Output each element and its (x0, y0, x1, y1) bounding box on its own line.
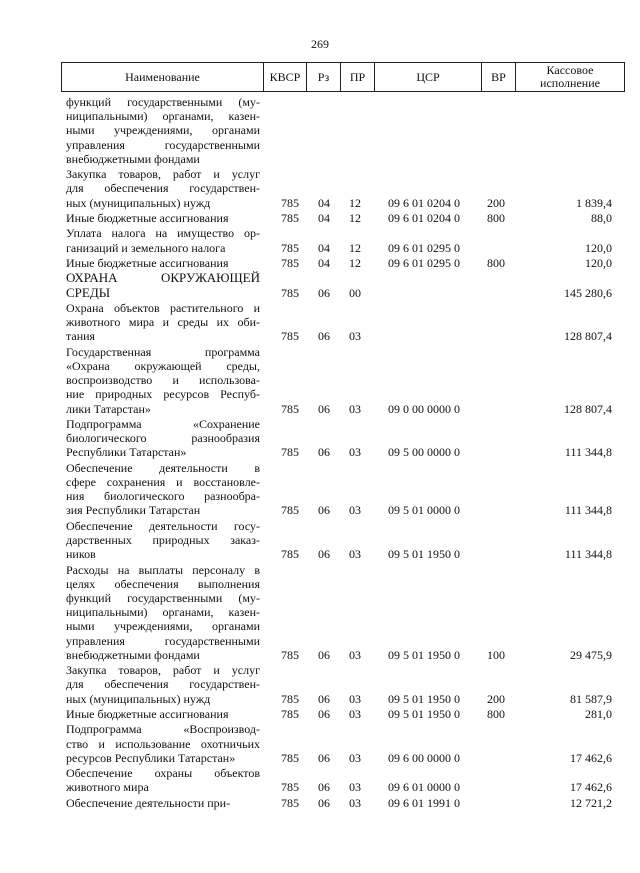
cell-kvsr: 785 (281, 547, 299, 562)
header-rz: Рз (306, 63, 340, 91)
cell-sum: 120,0 (585, 240, 612, 255)
cell-kvsr: 785 (281, 329, 299, 344)
table-row (0, 417, 640, 460)
cell-pr: 12 (349, 240, 361, 255)
cell-kvsr: 785 (281, 647, 299, 662)
cell-rz: 06 (318, 445, 330, 460)
row-name-line: лики Татарстан» (66, 401, 151, 416)
cell-rz: 04 (318, 210, 330, 225)
cell-sum: 88,0 (591, 210, 612, 225)
table-row (0, 766, 640, 794)
row-name (66, 722, 260, 765)
cell-csr: 09 5 00 0000 0 (388, 445, 460, 460)
page-number: 269 (311, 37, 329, 51)
cell-csr: 09 6 01 0204 0 (388, 195, 460, 210)
cell-pr: 03 (349, 547, 361, 562)
table-row (0, 271, 640, 299)
header-pr: ПР (340, 63, 374, 91)
cell-csr: 09 5 01 1950 0 (388, 691, 460, 706)
cell-pr: 12 (349, 195, 361, 210)
cell-csr: 09 5 01 1950 0 (388, 706, 460, 721)
header-vr: ВР (481, 63, 515, 91)
row-name-line: ство и использование охотничьих (66, 736, 260, 751)
row-name-line: целях обеспечения выполнения (66, 576, 260, 591)
cell-csr: 09 6 00 0000 0 (388, 750, 460, 765)
cell-csr: 09 6 01 0295 0 (388, 240, 460, 255)
row-name (66, 256, 260, 270)
cell-kvsr: 785 (281, 195, 299, 210)
table-row (0, 345, 640, 416)
cell-rz: 06 (318, 285, 330, 300)
header-kvsr: КВСР (263, 63, 306, 91)
table-row (0, 796, 640, 810)
cell-pr: 03 (349, 445, 361, 460)
cell-rz: 06 (318, 780, 330, 795)
cell-rz: 06 (318, 795, 330, 810)
header-sum: Кассовое исполнение (515, 63, 624, 91)
row-name-line: ганизаций и земельного налога (66, 240, 226, 255)
cell-kvsr: 785 (281, 401, 299, 416)
row-name-line: ния биологического разнообра- (66, 489, 260, 504)
cell-csr: 09 5 01 1950 0 (388, 547, 460, 562)
row-name (66, 663, 260, 706)
cell-pr: 12 (349, 210, 361, 225)
cell-kvsr: 785 (281, 795, 299, 810)
cell-pr: 03 (349, 750, 361, 765)
cell-sum: 145 280,6 (564, 285, 612, 300)
cell-sum: 81 587,9 (570, 691, 612, 706)
cell-csr: 09 5 01 1950 0 (388, 647, 460, 662)
table-row (0, 707, 640, 721)
cell-kvsr: 785 (281, 445, 299, 460)
row-name (66, 417, 260, 460)
table-row (0, 301, 640, 344)
header-csr: ЦСР (374, 63, 481, 91)
table-row (0, 461, 640, 518)
row-name-line: Обеспечение охраны объектов (66, 766, 260, 781)
row-name-line: воспроизводство и использова- (66, 373, 260, 388)
cell-vr: 200 (487, 691, 505, 706)
cell-pr: 03 (349, 503, 361, 518)
cell-kvsr: 785 (281, 750, 299, 765)
cell-pr: 03 (349, 780, 361, 795)
cell-csr: 09 0 00 0000 0 (388, 401, 460, 416)
row-name-line: животного мира и среды их оби- (66, 315, 260, 330)
row-name-line: ных (муниципальных) нужд (66, 691, 211, 706)
cell-rz: 04 (318, 195, 330, 210)
cell-kvsr: 785 (281, 255, 299, 270)
table-row (0, 563, 640, 662)
cell-rz: 06 (318, 401, 330, 416)
cell-rz: 06 (318, 706, 330, 721)
cell-sum: 111 344,8 (564, 503, 612, 518)
row-name-line: внебюджетными фондами (66, 647, 200, 662)
cell-vr: 800 (487, 706, 505, 721)
cell-csr: 09 6 01 0295 0 (388, 255, 460, 270)
row-name-line: Обеспечение деятельности при- (66, 795, 231, 810)
row-name-line: ными учреждениями, органами (66, 619, 260, 634)
row-name-line: ние природных ресурсов Респуб- (66, 387, 260, 402)
cell-vr: 800 (487, 255, 505, 270)
cell-sum: 120,0 (585, 255, 612, 270)
cell-pr: 03 (349, 647, 361, 662)
row-name-line: Подпрограмма «Сохранение (66, 417, 260, 431)
table-row (0, 226, 640, 254)
row-name-line: Закупка товаров, работ и услуг (66, 167, 260, 182)
cell-vr: 200 (487, 195, 505, 210)
cell-csr: 09 6 01 0000 0 (388, 780, 460, 795)
cell-pr: 03 (349, 795, 361, 810)
row-name-line: функций государственными (му- (66, 95, 260, 109)
cell-pr: 03 (349, 401, 361, 416)
cell-sum: 29 475,9 (570, 647, 612, 662)
cell-sum: 128 807,4 (564, 329, 612, 344)
row-name (66, 345, 260, 416)
table-row (0, 663, 640, 706)
row-name-line: Иные бюджетные ассигнования (66, 256, 229, 270)
row-name (66, 461, 260, 518)
row-name (66, 796, 260, 810)
cell-sum: 17 462,6 (570, 780, 612, 795)
cell-kvsr: 785 (281, 503, 299, 518)
cell-rz: 06 (318, 647, 330, 662)
row-name-line: Обеспечение деятельности в (66, 460, 260, 475)
cell-rz: 04 (318, 240, 330, 255)
row-name (66, 271, 260, 299)
cell-rz: 06 (318, 691, 330, 706)
cell-vr: 100 (487, 647, 505, 662)
row-name-line: Уплата налога на имущество ор- (66, 226, 260, 241)
cell-rz: 06 (318, 503, 330, 518)
cell-sum: 1 839,4 (576, 195, 612, 210)
cell-rz: 04 (318, 255, 330, 270)
cell-kvsr: 785 (281, 780, 299, 795)
row-name-line: Расходы на выплаты персоналу в (66, 562, 260, 577)
row-name (66, 167, 260, 210)
row-name-line: ными учреждениями, органами (66, 123, 260, 138)
row-name-line: ниципальными) органами, казен- (66, 605, 260, 620)
row-name-line: Охрана объектов растительного и (66, 301, 260, 315)
cell-rz: 06 (318, 750, 330, 765)
cell-vr: 800 (487, 210, 505, 225)
row-name-line: Иные бюджетные ассигнования (66, 707, 229, 721)
row-name-line: Подпрограмма «Воспроизвод- (66, 722, 260, 737)
table-row (0, 95, 640, 166)
row-name-line: ресурсов Республики Татарстан» (66, 750, 236, 765)
cell-sum: 111 344,8 (564, 445, 612, 460)
table-row (0, 256, 640, 270)
row-name (66, 766, 260, 794)
row-name-line: функций государственными (му- (66, 591, 260, 605)
cell-pr: 00 (349, 285, 361, 300)
cell-pr: 03 (349, 706, 361, 721)
cell-csr: 09 5 01 0000 0 (388, 503, 460, 518)
cell-kvsr: 785 (281, 240, 299, 255)
cell-csr: 09 6 01 0204 0 (388, 210, 460, 225)
row-name-line: Государственная программа (66, 344, 260, 359)
header-name: Наименование (125, 69, 200, 84)
row-name-line: Республики Татарстан» (66, 445, 187, 460)
cell-rz: 06 (318, 329, 330, 344)
row-name (66, 95, 260, 166)
cell-kvsr: 785 (281, 706, 299, 721)
row-name-line: ниципальными) органами, казен- (66, 109, 260, 124)
cell-sum: 12 721,2 (570, 795, 612, 810)
table-row (0, 211, 640, 225)
row-name-line: ОХРАНА ОКРУЖАЮЩЕЙ (66, 270, 260, 286)
row-name (66, 563, 260, 662)
cell-rz: 06 (318, 547, 330, 562)
row-name-line: ных (муниципальных) нужд (66, 195, 211, 210)
row-name-line: биологического разнообразия (66, 431, 260, 446)
row-name (66, 707, 260, 721)
row-name (66, 226, 260, 254)
cell-csr: 09 6 01 1991 0 (388, 795, 460, 810)
row-name-line: тания (66, 329, 96, 344)
row-name-line: управления государственными (66, 137, 260, 152)
cell-sum: 128 807,4 (564, 401, 612, 416)
row-name (66, 519, 260, 562)
table-row (0, 519, 640, 562)
row-name-line: управления государственными (66, 633, 260, 648)
row-name-line: «Охрана окружающей среды, (66, 359, 260, 373)
row-name-line: животного мира (66, 780, 149, 795)
row-name-line: зия Республики Татарстан (66, 503, 201, 518)
row-name-line: Иные бюджетные ассигнования (66, 211, 229, 225)
row-name-line: внебюджетными фондами (66, 151, 200, 166)
cell-kvsr: 785 (281, 285, 299, 300)
row-name-line: СРЕДЫ (66, 284, 111, 300)
row-name (66, 211, 260, 225)
row-name-line: сфере сохранения и восстановле- (66, 475, 260, 489)
table-header (61, 62, 625, 92)
cell-kvsr: 785 (281, 691, 299, 706)
row-name-line: Закупка товаров, работ и услуг (66, 663, 260, 678)
table-row (0, 722, 640, 765)
row-name-line: для обеспечения государствен- (66, 181, 260, 196)
row-name-line: ников (66, 547, 96, 562)
cell-pr: 03 (349, 691, 361, 706)
table-row (0, 167, 640, 210)
row-name (66, 301, 260, 344)
cell-kvsr: 785 (281, 210, 299, 225)
row-name-line: для обеспечения государствен- (66, 677, 260, 692)
row-name-line: дарственных природных заказ- (66, 533, 260, 547)
cell-pr: 03 (349, 329, 361, 344)
cell-sum: 281,0 (585, 706, 612, 721)
cell-sum: 111 344,8 (564, 547, 612, 562)
cell-sum: 17 462,6 (570, 750, 612, 765)
row-name-line: Обеспечение деятельности госу- (66, 518, 260, 533)
cell-pr: 12 (349, 255, 361, 270)
